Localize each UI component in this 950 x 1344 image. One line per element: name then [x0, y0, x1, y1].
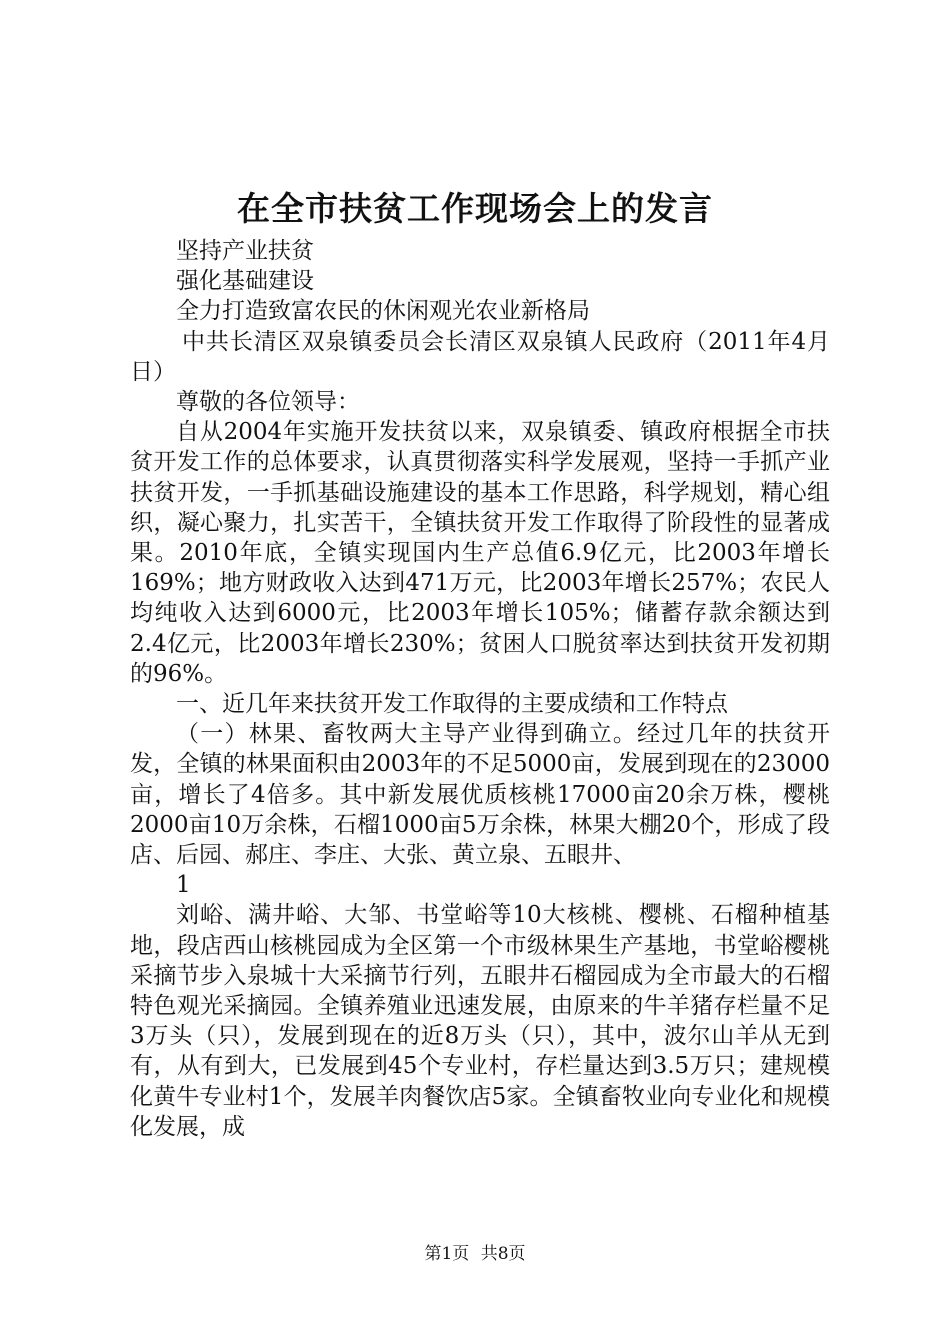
document-body: [130, 236, 830, 1142]
body-paragraph: （一）林果、畜牧两大主导产业得到确立。经过几年的扶贫开发，全镇的林果面积由2003年的不足5000亩，发展到现在的23000亩，增长了4倍多。其中新发展优质核桃17000亩20余万株，樱桃2000亩10万余株，石榴1000亩5万余株，林果大棚20个，形成了段店、后园、郝庄、李庄、大张、黄立泉、五眼井、: [130, 721, 830, 869]
subtitle-line-1: 坚持产业扶贫: [176, 238, 314, 264]
body-paragraph: 刘峪、满井峪、大邹、书堂峪等10大核桃、樱桃、石榴种植基地，段店西山核桃园成为全区第一个市级林果生产基地，书堂峪樱桃采摘节步入泉城十大采摘节行列，五眼井石榴园成为全市最大的石榴特色观光采摘园。全镇养殖业迅速发展，由原来的牛羊猪存栏量不足3万头（只），发展到现在的近8万头（只），其中，波尔山羊从无到有，从有到大，已发展到45个专业村，存栏量达到3.5万只；建规模化黄牛专业村1个，发展羊肉餐饮店5家。全镇畜牧业向专业化和规模化发展，成: [130, 902, 830, 1140]
subtitle-line-3: 全力打造致富农民的休闲观光农业新格局: [176, 298, 590, 325]
salutation: 尊敬的各位领导：: [176, 389, 360, 416]
subtitle-line-2: 强化基础建设: [176, 268, 314, 295]
page-footer: [0, 1242, 950, 1266]
inline-page-number: 1: [176, 872, 191, 899]
document-title: 在全市扶贫工作现场会上的发言: [237, 189, 713, 228]
page-total-label: 共8页: [480, 1244, 526, 1264]
author-line: 中共长清区双泉镇委员会长清区双泉镇人民政府（2011年4月日）: [130, 328, 830, 385]
section-heading: 一、近几年来扶贫开发工作取得的主要成绩和工作特点: [176, 691, 728, 718]
body-paragraph: 自从2004年实施开发扶贫以来，双泉镇委、镇政府根据全市扶贫开发工作的总体要求，认真贯彻落实科学发展观，坚持一手抓产业扶贫开发，一手抓基础设施建设的基本工作思路，科学规划，精心组织，凝心聚力，扎实苦干，全镇扶贫开发工作取得了阶段性的显著成果。2010年底，全镇实现国内生产总值6.9亿元，比2003年增长169%；地方财政收入达到471万元，比2003年增长257%；农民人均纯收入达到6000元，比2003年增长105%；储蓄存款余额达到2.4亿元，比2003年增长230%；贫困人口脱贫率达到扶贫开发初期的96%。: [130, 419, 830, 687]
page-number-label: 第1页: [424, 1244, 470, 1264]
